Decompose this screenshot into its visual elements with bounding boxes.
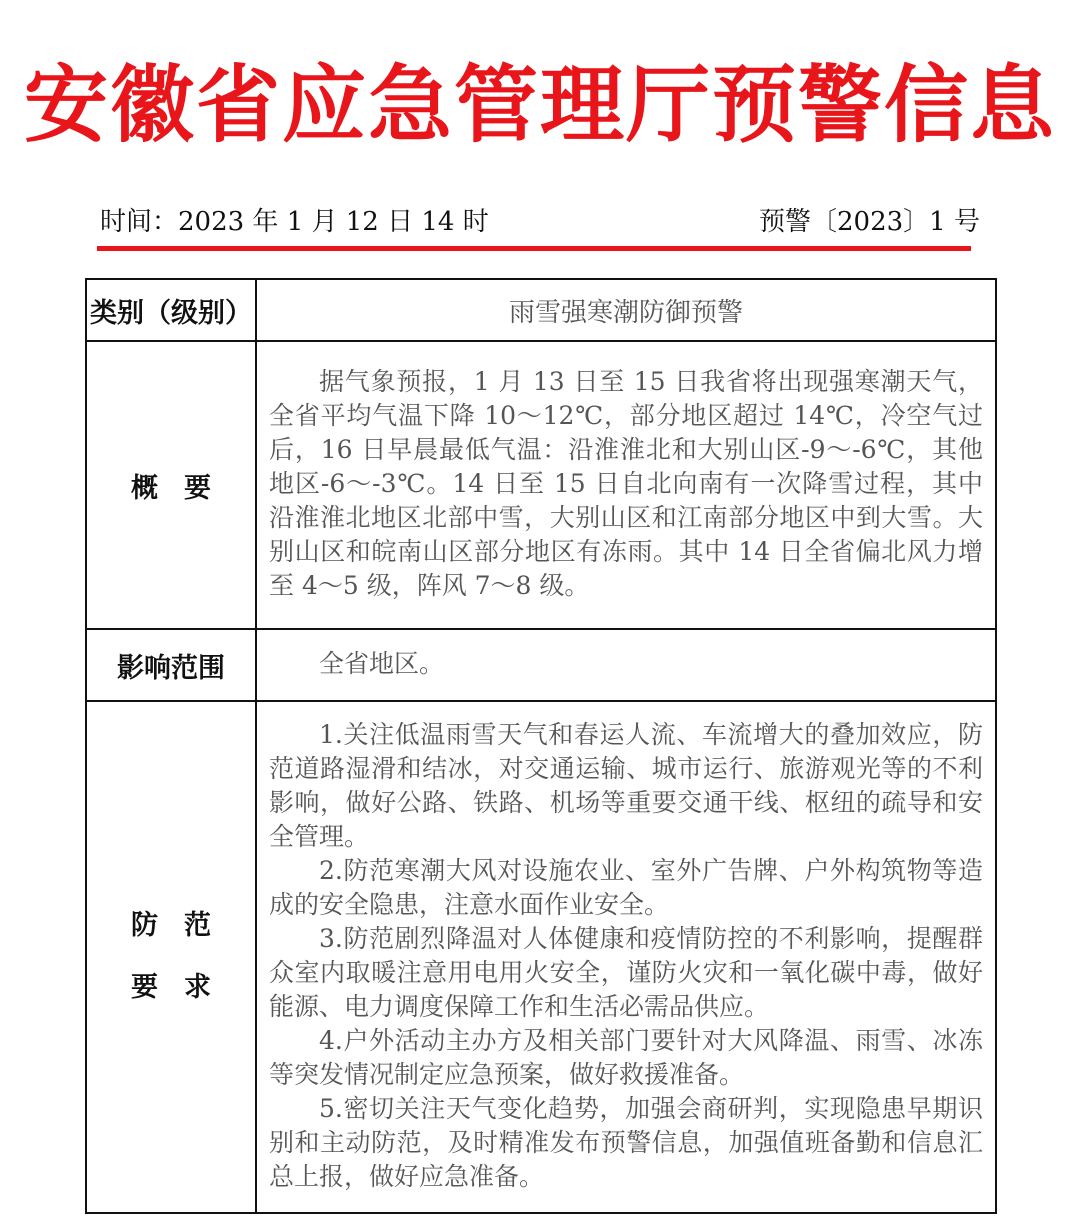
document-meta	[100, 200, 980, 244]
summary-content	[256, 341, 996, 629]
requirements-label-line2: 要求	[131, 972, 237, 1003]
requirement-item: 4.户外活动主办方及相关部门要针对大风降温、雨雪、冰冻等突发情况制定应急预案，做好救援准备。	[269, 1026, 983, 1089]
issue-time: 时间：2023 年 1 月 12 日 14 时	[100, 207, 489, 237]
scope-row	[86, 629, 996, 701]
scope-text: 全省地区。	[319, 649, 445, 678]
requirements-label-line1: 防范	[131, 910, 237, 941]
category-label: 类别（级别）	[86, 279, 256, 341]
requirement-item: 5.密切关注天气变化趋势，加强会商研判，实现隐患早期识别和主动防范，及时精准发布预警信息，加强值班备勤和信息汇总上报，做好应急准备。	[269, 1094, 983, 1191]
requirements-label	[86, 701, 256, 1213]
scope-label: 影响范围	[86, 629, 256, 701]
requirement-item: 3.防范剧烈降温对人体健康和疫情防控的不利影响，提醒群众室内取暖注意用电用火安全，谨防火灾和一氧化碳中毒，做好能源、电力调度保障工作和生活必需品供应。	[269, 924, 983, 1021]
requirements-content	[256, 701, 996, 1213]
summary-text: 据气象预报，1 月 13 日至 15 日我省将出现强寒潮天气，全省平均气温下降 10～12℃，部分地区超过 14℃，冷空气过后，16 日早晨最低气温：沿淮淮北和大别山区-9～-6℃，其他地区-6～-3℃。14 日至 15 日自北向南有一次降雪过程，其中沿淮淮北地区北部中雪，大别山区和江南部分地区中到大雪。大别山区和皖南山区部分地区有冻雨。其中 14 日全省偏北风力增至 4～5 级，阵风 7～8 级。	[269, 367, 983, 600]
scope-content	[256, 629, 996, 701]
warning-table	[85, 278, 997, 1214]
summary-label: 概要	[86, 341, 256, 629]
warning-number: 预警〔2023〕1 号	[759, 207, 980, 237]
category-row	[86, 279, 996, 341]
summary-row	[86, 341, 996, 629]
requirement-item: 1.关注低温雨雪天气和春运人流、车流增大的叠加效应，防范道路湿滑和结冰，对交通运输、城市运行、旅游观光等的不利影响，做好公路、铁路、机场等重要交通干线、枢纽的疏导和安全管理。	[269, 720, 983, 851]
red-divider	[97, 246, 971, 251]
requirements-row	[86, 701, 996, 1213]
category-value: 雨雪强寒潮防御预警	[256, 279, 996, 341]
requirement-item: 2.防范寒潮大风对设施农业、室外广告牌、户外构筑物等造成的安全隐患，注意水面作业安全。	[269, 856, 983, 919]
document-title: 安徽省应急管理厅预警信息	[23, 55, 1056, 154]
